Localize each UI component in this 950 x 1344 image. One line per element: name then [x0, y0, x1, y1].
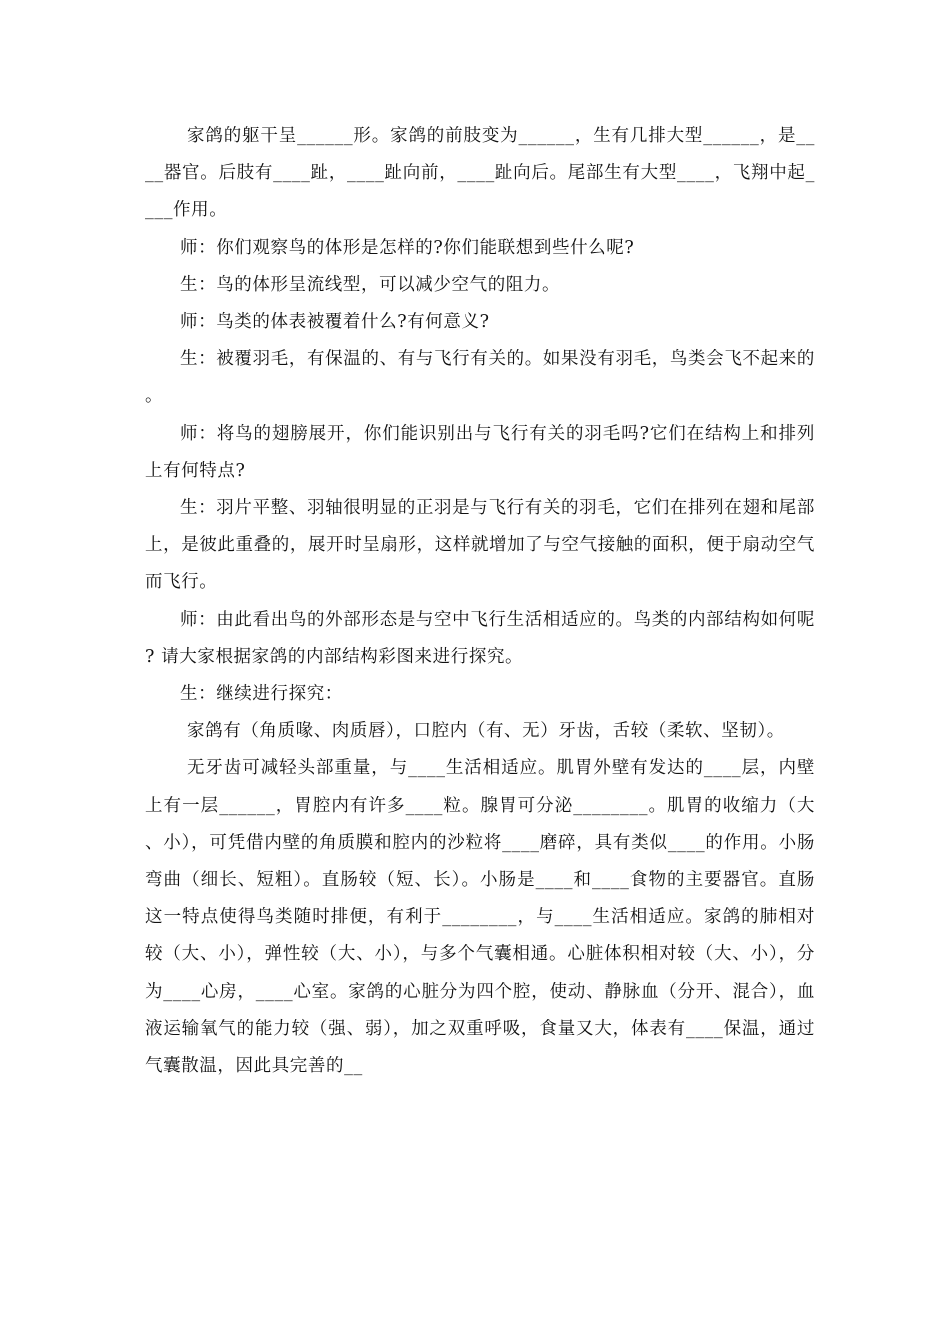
paragraph-pigeon-mouth-structure: 家鸽有（角质喙、肉质唇），口腔内（有、无）牙齿，舌较（柔软、坚韧）。	[187, 721, 785, 742]
paragraph-teacher-body-shape-question: 师：你们观察鸟的体形是怎样的?你们能联想到些什么呢?	[180, 237, 635, 258]
paragraph-pigeon-internal-organs: 无牙齿可减轻头部重量，与____生活相适应。肌胃外壁有发达的____层，内壁上有一层______，胃腔内有许多____粒。腺胃可分泌________。肌胃的收缩力（大、小），可凭借内壁的角质膜和腔内的沙粒将____磨碎，具有类似____的作用。小肠弯曲（细长、短粗）。直肠较（短、长）。小肠是____和____食物的主要器官。直肠这一特点使得鸟类随时排便，有利于________，与____生活相适应。家鸽的肺相对较（大、小），弹性较（大、小），与多个气囊相通。心脏体积相对较（大、小），分为____心房，____心室。家鸽的心脏分为四个腔，使动、静脉血（分开、混合），血液运输氧气的能力较（强、弱），加之双重呼吸，食量又大，体表有____保温，通过气囊散温，因此具完善的__	[145, 758, 815, 1077]
paragraph-teacher-internal-structure-prompt: 师：由此看出鸟的外部形态是与空中飞行生活相适应的。鸟类的内部结构如何呢? 请大家根据家鸽的内部结构彩图来进行探究。	[145, 609, 815, 667]
paragraph-teacher-body-covering-question: 师：鸟类的体表被覆着什么?有何意义?	[180, 312, 490, 333]
paragraph-student-flight-feather-answer: 生：羽片平整、羽轴很明显的正羽是与飞行有关的羽毛，它们在排列在翅和尾部上，是彼此重叠的，展开时呈扇形，这样就增加了与空气接触的面积，便于扇动空气而飞行。	[145, 498, 815, 593]
paragraph-student-continue-inquiry: 生：继续进行探究：	[180, 684, 343, 705]
paragraph-pigeon-external-structure: 家鸽的躯干呈______形。家鸽的前肢变为______，生有几排大型______，是____器官。后肢有____趾，____趾向前，____趾向后。尾部生有大型____，飞翔中起____作用。	[145, 126, 815, 221]
paragraph-teacher-wing-feather-question: 师：将鸟的翅膀展开，你们能识别出与飞行有关的羽毛吗?它们在结构上和排列上有何特点?	[145, 423, 815, 481]
paragraph-student-feather-answer: 生：被覆羽毛，有保温的、有与飞行有关的。如果没有羽毛，鸟类会飞不起来的。	[145, 349, 815, 407]
document-page	[145, 118, 815, 1085]
paragraph-student-streamline-answer: 生：鸟的体形呈流线型，可以减少空气的阻力。	[180, 274, 561, 295]
